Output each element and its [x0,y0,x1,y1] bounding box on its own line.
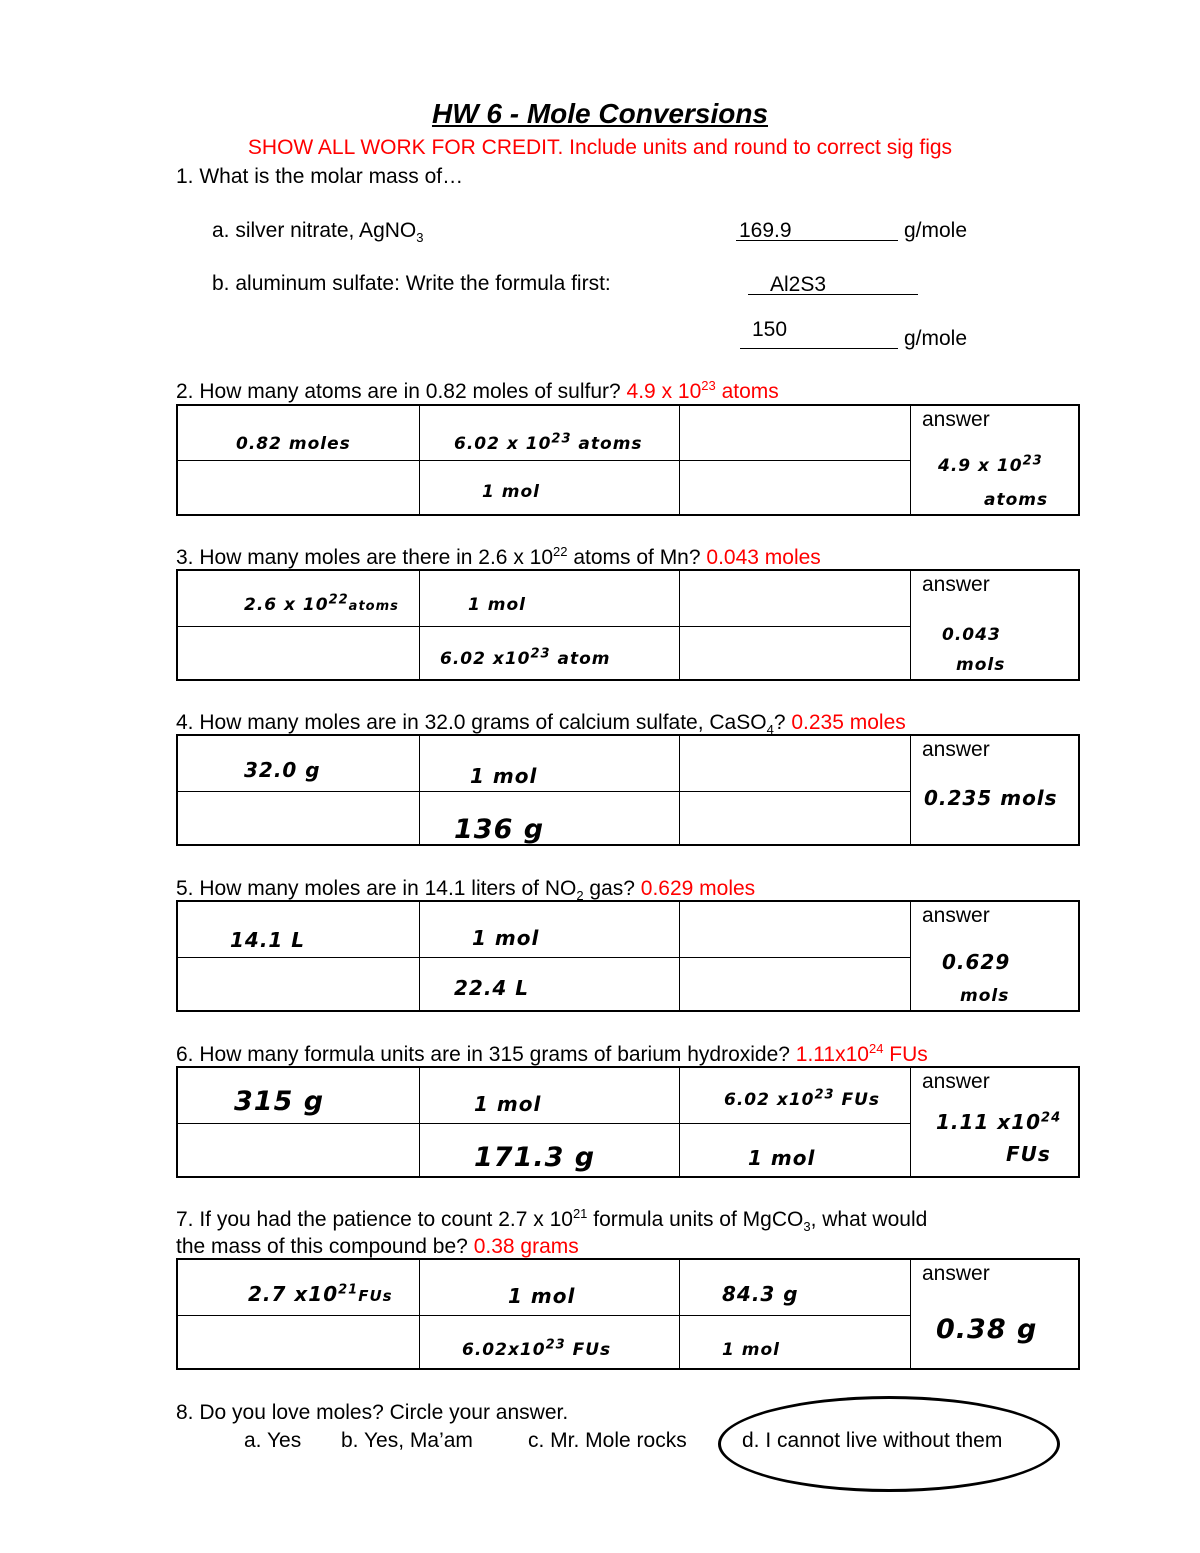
q1-b-formula-blank [748,294,918,295]
q2-cell-factor-bottom: 1 mol [482,482,540,502]
q5-cell-factor-bottom: 22.4 L [454,976,530,1000]
q4-cell-factor-top: 1 mol [470,764,538,788]
q4-cell-given: 32.0 g [244,758,321,782]
q2-answer-value: 4.9 x $10^{23}$ [938,453,1043,476]
q1-b-formula: Al2S3 [770,273,827,296]
q6-cell-factor1-bottom: 171.3 g [474,1142,596,1173]
q3-grid [176,569,1080,681]
q6-answer: $1.11x10^{24}$ FUs [795,1041,928,1066]
q7-cell-factor2-bottom: 1 mol [722,1340,780,1360]
q2-cell-given: 0.82 moles [236,434,351,454]
q3-prompt: 3. How many moles are there in 2.6 x $10^{22}$ atoms of Mn? 0.043 moles [176,544,821,569]
answer-label: answer [922,1262,990,1285]
q1-a-value: 169.9 [739,219,792,242]
q7-cell-factor2-top: 84.3 g [722,1282,799,1306]
q1-b-value: 150 [752,318,788,341]
q4-cell-factor-bottom: 136 g [454,814,545,845]
q6-answer-value: 1.11 $x10^{24}$ [936,1110,1062,1134]
q5-cell-given: 14.1 L [230,928,306,952]
q6-grid [176,1066,1080,1178]
q6-cell-given: 315 g [234,1086,325,1117]
q7-answer: 0.38 grams [473,1235,579,1258]
q5-answer: 0.629 moles [640,877,756,900]
answer-label: answer [922,1070,990,1093]
q2-cell-factor-top: 6.02 x $10^{23}$ atoms [454,431,643,454]
answer-label: answer [922,904,990,927]
q8-prompt: 8. Do you love moles? Circle your answer. [176,1401,569,1424]
q3-cell-factor-bottom: 6.02 $x10^{23}$ atom [440,646,611,669]
q6-prompt: 6. How many formula units are in 315 grams of barium hydroxide? $1.11x10^{24}$ FUs [176,1041,928,1066]
q5-grid [176,900,1080,1012]
q3-cell-factor-top: 1 mol [468,595,526,615]
q7-prompt-line2: the mass of this compound be? 0.38 grams [176,1235,579,1258]
q1-a-text: a. silver nitrate, AgNO$_3$ [212,219,424,246]
q8-option-c: c. Mr. Mole rocks [528,1429,687,1452]
q4-answer-value: 0.235 mols [924,786,1058,810]
q6-cell-factor2-top: 6.02 $x10^{23}$ FUs [724,1087,881,1110]
q5-answer-unit: mols [960,986,1010,1006]
q3-answer-value: 0.043 [942,625,1001,645]
q1-b-unit: g/mole [904,327,968,350]
q1-b-value-blank [740,348,898,349]
q4-answer: 0.235 moles [791,711,906,734]
q5-cell-factor-top: 1 mol [472,926,540,950]
q3-cell-given: 2.6 x $10^{22}atoms$ [244,592,399,615]
q8-option-b: b. Yes, Ma’am [341,1429,473,1452]
answer-label: answer [922,738,990,761]
q7-grid [176,1258,1080,1370]
q6-cell-factor2-bottom: 1 mol [748,1146,816,1170]
q6-answer-unit: FUs [1006,1142,1051,1166]
q4-prompt: 4. How many moles are in 32.0 grams of calcium sulfate, CaSO$_4$? 0.235 moles [176,711,906,738]
q8-option-a: a. Yes [244,1429,302,1452]
instructions: SHOW ALL WORK FOR CREDIT. Include units and round to correct sig figs [247,136,953,159]
q1-a-unit: g/mole [904,219,968,242]
q7-answer-value: 0.38 g [936,1314,1038,1345]
q5-answer-value: 0.629 [942,950,1011,974]
q1-a-blank [736,240,898,241]
q5-prompt: 5. How many moles are in 14.1 liters of $NO_2$ gas? 0.629 moles [176,877,756,904]
q7-cell-factor1-bottom: $6.02x10^{23}$ FUs [462,1337,612,1360]
q6-cell-factor1-top: 1 mol [474,1092,542,1116]
answer-label: answer [922,408,990,431]
answer-circle [718,1396,1060,1492]
q1-prompt: 1. What is the molar mass of… [176,165,464,188]
q3-answer-unit: mols [956,655,1006,675]
q7-cell-factor1-top: 1 mol [508,1284,576,1308]
answer-label: answer [922,573,990,596]
page-title: HW 6 - Mole Conversions [431,98,769,129]
q2-prompt: 2. How many atoms are in 0.82 moles of sulfur? 4.9 x $10^{23}$ atoms [176,378,779,403]
q3-answer: 0.043 moles [706,546,821,569]
q2-answer-unit: atoms [984,490,1049,510]
q7-prompt: 7. If you had the patience to count 2.7 x $10^{21}$ formula units of MgCO$_3$, what would [176,1206,928,1235]
q1-b-text: b. aluminum sulfate: Write the formula first: [212,272,611,295]
q8-option-d: d. I cannot live without them [742,1429,1003,1452]
q2-grid [176,404,1080,516]
q2-answer: 4.9 x $10^{23}$ atoms [626,378,779,403]
q4-grid [176,734,1080,846]
q7-cell-given: 2.7 $x10^{21}FUs$ [248,1282,393,1306]
